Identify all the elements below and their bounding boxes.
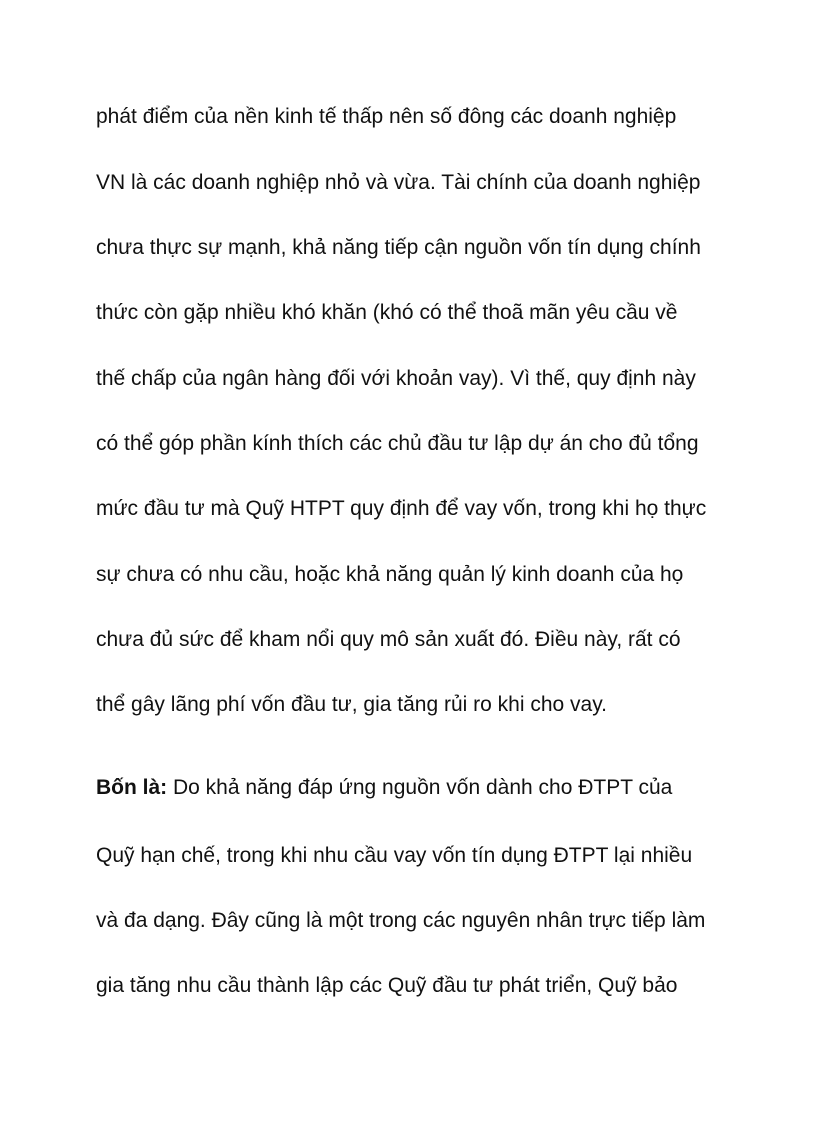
text-line: gia tăng nhu cầu thành lập các Quỹ đầu tư phát triển, Quỹ bảo — [96, 974, 678, 997]
text-line: và đa dạng. Đây cũng là một trong các nguyên nhân trực tiếp làm — [96, 909, 706, 932]
text-span: Do khả năng đáp ứng nguồn vốn dành cho ĐTPT của — [167, 776, 673, 799]
text-line: thức còn gặp nhiều khó khăn (khó có thể thoã mãn yêu cầu về — [96, 301, 678, 324]
text-line: sự chưa có nhu cầu, hoặc khả năng quản lý kinh doanh của họ — [96, 563, 684, 586]
text-line: mức đầu tư mà Quỹ HTPT quy định để vay vốn, trong khi họ thực — [96, 497, 707, 520]
paragraph-heading: Bốn là: — [96, 776, 168, 799]
text-line: thế chấp của ngân hàng đối với khoản vay). Vì thế, quy định này — [96, 367, 696, 390]
text-line: chưa đủ sức để kham nổi quy mô sản xuất đó. Điều này, rất có — [96, 628, 681, 651]
text-line: Quỹ hạn chế, trong khi nhu cầu vay vốn tín dụng ĐTPT lại nhiều — [96, 844, 693, 867]
text-line: phát điểm của nền kinh tế thấp nên số đông các doanh nghiệp — [96, 105, 677, 128]
text-line: có thể góp phần kính thích các chủ đầu tư lập dự án cho đủ tổng — [96, 432, 699, 455]
text-line: VN là các doanh nghiệp nhỏ và vừa. Tài chính của doanh nghiệp — [96, 171, 701, 194]
text-line: chưa thực sự mạnh, khả năng tiếp cận nguồn vốn tín dụng chính — [96, 236, 701, 259]
text-line: thể gây lãng phí vốn đầu tư, gia tăng rủi ro khi cho vay. — [96, 693, 607, 716]
paragraph-first-line — [96, 775, 672, 801]
